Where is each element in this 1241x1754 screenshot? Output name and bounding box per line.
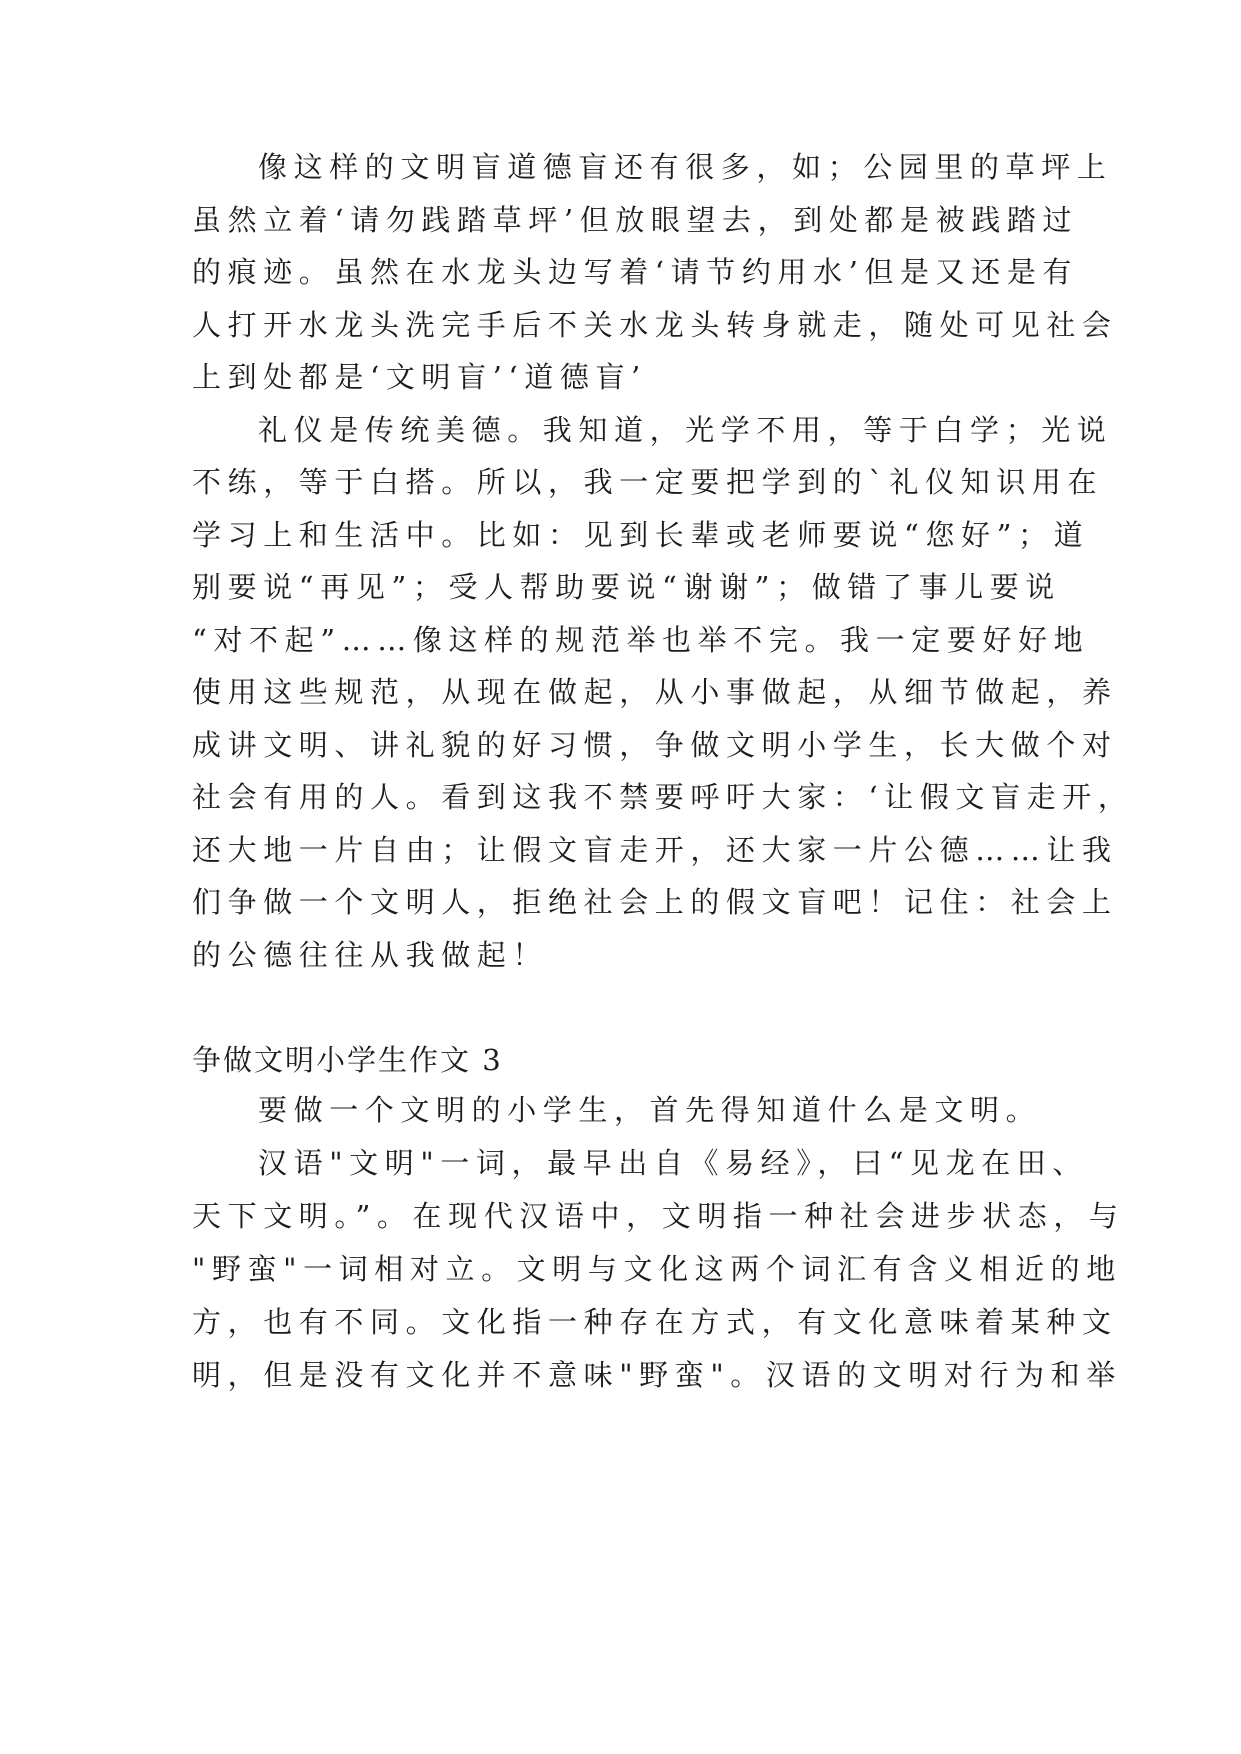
text-line: 像这样的文明盲道德盲还有很多，如；公园里的草坪上: [258, 150, 1113, 184]
text-line: 不练，等于白搭。所以，我一定要把学到的`礼仪知识用在: [192, 465, 1104, 499]
text-line: “对不起”……像这样的规范举也举不完。我一定要好好地: [192, 623, 1090, 657]
text-line: 的痕迹。虽然在水龙头边写着‘请节约用水’但是又还是有: [192, 255, 1079, 289]
text-line: 人打开水龙头洗完手后不关水龙头转身就走，随处可见社会: [192, 308, 1118, 342]
text-line: 要做一个文明的小学生，首先得知道什么是文明。: [258, 1093, 1042, 1127]
text-line: 还大地一片自由；让假文盲走开，还大家一片公德……让我: [192, 833, 1118, 867]
text-line: 虽然立着‘请勿践踏草坪’但放眼望去，到处都是被践踏过: [192, 203, 1079, 237]
text-line: 上到处都是‘文明盲’‘道德盲’: [192, 360, 647, 394]
text-line: 使用这些规范，从现在做起，从小事做起，从细节做起，养: [192, 675, 1118, 709]
text-line: 成讲文明、讲礼貌的好习惯，争做文明小学生，长大做个对: [192, 728, 1118, 762]
text-line: 明，但是没有文化并不意味"野蛮"。汉语的文明对行为和举: [192, 1358, 1122, 1392]
text-line: 礼仪是传统美德。我知道，光学不用，等于白学；光说: [258, 413, 1113, 447]
text-line: 天下文明。”。在现代汉语中，文明指一种社会进步状态，与: [192, 1199, 1125, 1233]
section-heading: 争做文明小学生作文 3: [192, 1043, 503, 1077]
text-line: 方，也有不同。文化指一种存在方式，有文化意味着某种文: [192, 1305, 1118, 1339]
text-line: 们争做一个文明人，拒绝社会上的假文盲吧！记住：社会上: [192, 885, 1118, 919]
text-line: "野蛮"一词相对立。文明与文化这两个词汇有含义相近的地: [192, 1252, 1122, 1286]
text-line: 汉语"文明"一词，最早出自《易经》，曰“见龙在田、: [258, 1146, 1089, 1180]
text-line: 学习上和生活中。比如：见到长辈或老师要说“您好”；道: [192, 518, 1090, 552]
text-line: 社会有用的人。看到这我不禁要呼吁大家：‘让假文盲走开，: [192, 780, 1134, 814]
text-line: 别要说“再见”；受人帮助要说“谢谢”；做错了事儿要说: [192, 570, 1061, 604]
text-line: 的公德往往从我做起！: [192, 938, 549, 972]
